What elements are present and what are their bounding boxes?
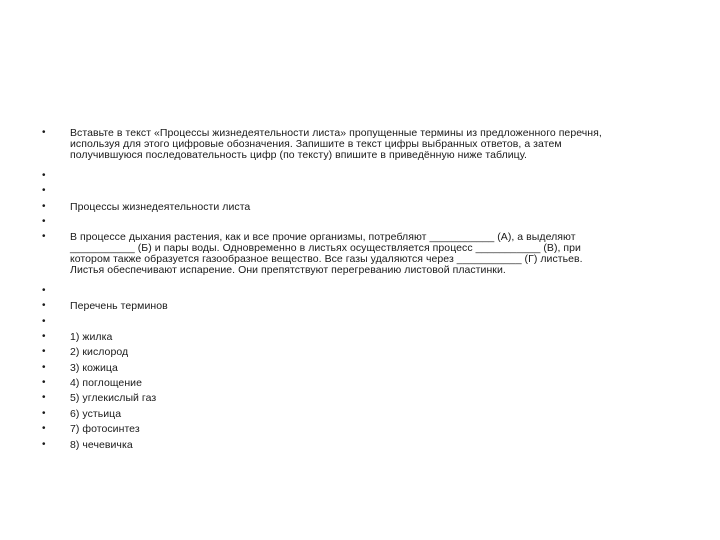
bullet-marker: •: [42, 346, 46, 357]
text-title: Процессы жизнедеятельности листа: [70, 201, 251, 213]
bullet-marker: •: [42, 439, 46, 450]
fill-in-paragraph: [70, 232, 680, 276]
bullet-marker: •: [42, 201, 46, 212]
bullet-marker: •: [42, 331, 46, 342]
instruction-line: используя для этого цифровые обозначения. Запишите в текст цифры выбранных ответов, а затем: [70, 138, 562, 150]
bullet-marker: •: [42, 392, 46, 403]
bullet-marker: •: [42, 316, 46, 327]
bullet-marker: •: [42, 423, 46, 434]
bullet-marker: •: [42, 377, 46, 388]
paragraph-line: котором также образуется газообразное вещество. Все газы удаляются через ___________ (Г) листьев.: [70, 253, 583, 265]
bullet-marker: •: [42, 216, 46, 227]
bullet-marker: •: [42, 231, 46, 242]
task-instructions: [70, 128, 680, 161]
bullet-marker: •: [42, 127, 46, 138]
term-item: 1) жилка: [70, 331, 113, 343]
bullet-marker: •: [42, 300, 46, 311]
term-item: 2) кислород: [70, 346, 129, 358]
term-item: 3) кожица: [70, 362, 118, 374]
instruction-line: получившуюся последовательность цифр (по тексту) впишите в приведённую ниже таблицу.: [70, 149, 527, 161]
bullet-marker: •: [42, 185, 46, 196]
bullet-marker: •: [42, 170, 46, 181]
terms-heading: Перечень терминов: [70, 300, 168, 312]
paragraph-line: ___________ (Б) и пары воды. Одновременно в листьях осуществляется процесс ___________ (В), при: [70, 242, 581, 254]
term-item: 5) углекислый газ: [70, 392, 157, 404]
term-item: 4) поглощение: [70, 377, 142, 389]
term-item: 8) чечевичка: [70, 439, 133, 451]
paragraph-line: Листья обеспечивают испарение. Они препятствуют перегреванию листовой пластинки.: [70, 264, 506, 276]
term-item: 7) фотосинтез: [70, 423, 140, 435]
instruction-line: Вставьте в текст «Процессы жизнедеятельности листа» пропущенные термины из предложенного перечня,: [70, 127, 602, 139]
paragraph-line: В процессе дыхания растения, как и все прочие организмы, потребляют ___________ (А), а выделяют: [70, 231, 576, 243]
term-item: 6) устьица: [70, 408, 122, 420]
bullet-marker: •: [42, 408, 46, 419]
bullet-marker: •: [42, 362, 46, 373]
bullet-marker: •: [42, 285, 46, 296]
